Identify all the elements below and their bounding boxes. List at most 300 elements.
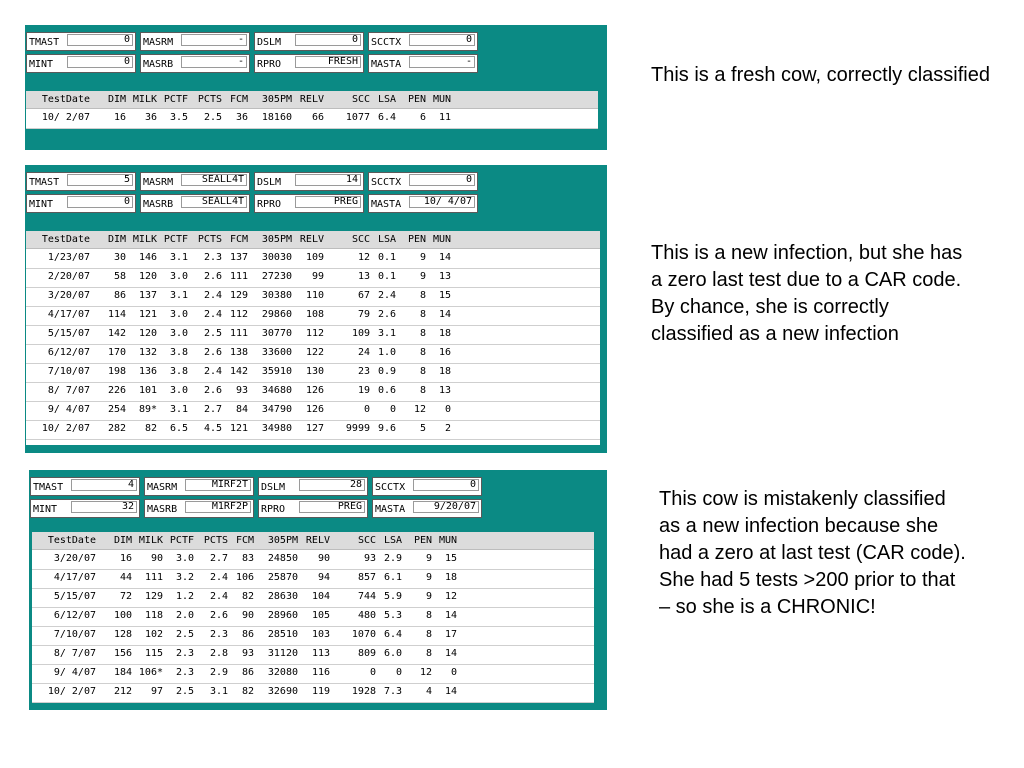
column-header: PCTF [163, 94, 188, 105]
field-label: MINT [29, 59, 54, 70]
table-cell: 102 [144, 629, 163, 640]
cow-record-panel-3 [29, 470, 607, 710]
table-cell: 11 [438, 112, 451, 123]
table-header [26, 91, 598, 109]
field-label: SCCTX [375, 482, 406, 493]
table-cell: 103 [311, 629, 330, 640]
field-masrb [140, 54, 250, 73]
field-value[interactable]: 32 [71, 501, 137, 513]
field-value[interactable]: 0 [409, 174, 475, 186]
table-cell: 0 [369, 667, 376, 678]
field-tmast [26, 172, 136, 191]
column-header: MUN [438, 535, 457, 546]
table-cell: 86 [241, 629, 254, 640]
table-cell: 6/12/07 [47, 347, 90, 358]
table-cell: 3.5 [169, 112, 188, 123]
table-cell: 82 [241, 686, 254, 697]
field-masta [368, 194, 478, 213]
table-cell: 2/20/07 [47, 271, 90, 282]
field-label: TMAST [29, 177, 60, 188]
table-cell: 2.8 [209, 648, 228, 659]
field-mint [26, 194, 136, 213]
table-cell: 23 [357, 366, 370, 377]
table-cell: 90 [241, 610, 254, 621]
table-cell: 132 [138, 347, 157, 358]
table-cell: 101 [138, 385, 157, 396]
table-cell: 93 [241, 648, 254, 659]
table-cell: 94 [317, 572, 330, 583]
table-cell: 5.3 [383, 610, 402, 621]
table-row[interactable] [26, 268, 600, 288]
table-cell: 9 [425, 572, 432, 583]
table-cell: 13 [357, 271, 370, 282]
field-value[interactable]: 9/20/07 [413, 501, 479, 513]
field-rpro [254, 54, 364, 73]
field-label: RPRO [261, 504, 286, 515]
table-cell: 120 [138, 328, 157, 339]
table-cell: 99 [311, 271, 324, 282]
table-cell: 184 [113, 667, 132, 678]
table-cell: 93 [363, 553, 376, 564]
field-value[interactable]: MIRF2T [185, 479, 251, 491]
column-header: FCM [229, 234, 248, 245]
table-row[interactable] [32, 664, 594, 684]
table-cell: 32690 [267, 686, 298, 697]
field-label: DSLM [257, 37, 282, 48]
field-masrb [140, 194, 250, 213]
table-cell: 2.5 [175, 629, 194, 640]
table-row[interactable] [32, 607, 594, 627]
table-cell: 112 [305, 328, 324, 339]
field-label: DSLM [261, 482, 286, 493]
table-row[interactable] [26, 382, 600, 402]
table-cell: 8 [425, 629, 432, 640]
table-cell: 16 [438, 347, 451, 358]
table-cell: 12 [444, 591, 457, 602]
table-row[interactable] [26, 109, 598, 129]
table-cell: 156 [113, 648, 132, 659]
table-cell: 2.6 [377, 309, 396, 320]
field-scctx [368, 172, 478, 191]
table-cell: 1077 [345, 112, 370, 123]
column-header: MILK [138, 535, 163, 546]
column-header: PCTS [203, 535, 228, 546]
table-cell: 104 [311, 591, 330, 602]
field-label: MINT [33, 504, 58, 515]
table-cell: 28510 [267, 629, 298, 640]
table-cell: 36 [235, 112, 248, 123]
table-cell: 3.0 [169, 271, 188, 282]
field-dslm [254, 172, 364, 191]
column-header: DIM [113, 535, 132, 546]
table-cell: 2.6 [203, 271, 222, 282]
field-label: MASRM [143, 37, 174, 48]
field-label: MASTA [371, 199, 402, 210]
table-cell: 86 [113, 290, 126, 301]
table-cell: 3.0 [175, 553, 194, 564]
table-cell: 6.4 [383, 629, 402, 640]
field-label: MINT [29, 199, 54, 210]
field-masrm [144, 477, 254, 496]
table-cell: 10/ 2/07 [41, 423, 90, 434]
table-cell: 2.5 [203, 112, 222, 123]
field-value[interactable]: 28 [299, 479, 365, 491]
table-row[interactable] [32, 645, 594, 665]
cow-record-panel-1 [25, 25, 607, 150]
table-cell: 1928 [351, 686, 376, 697]
table-cell: 14 [444, 686, 457, 697]
table-cell: 3.0 [169, 385, 188, 396]
table-cell: 138 [229, 347, 248, 358]
table-cell: 5.9 [383, 591, 402, 602]
table-cell: 0 [395, 667, 402, 678]
table-cell: 6.5 [169, 423, 188, 434]
table-cell: 3.2 [175, 572, 194, 583]
field-tmast [30, 477, 140, 496]
table-cell: 30030 [261, 252, 292, 263]
table-cell: 67 [357, 290, 370, 301]
field-mint [30, 499, 140, 518]
table-cell: 9.6 [377, 423, 396, 434]
table-cell: 30380 [261, 290, 292, 301]
table-cell: 2.6 [209, 610, 228, 621]
table-cell: 119 [311, 686, 330, 697]
column-header: SCC [351, 234, 370, 245]
table-cell: 30 [113, 252, 126, 263]
table-cell: 0 [389, 404, 396, 415]
table-cell: 1.2 [175, 591, 194, 602]
table-cell: 1070 [351, 629, 376, 640]
table-cell: 12 [413, 404, 426, 415]
table-cell: 3.1 [209, 686, 228, 697]
table-cell: 9 [419, 271, 426, 282]
table-cell: 14 [438, 252, 451, 263]
table-cell: 106* [138, 667, 163, 678]
table-cell: 8 [419, 366, 426, 377]
table-cell: 2.3 [209, 629, 228, 640]
table-cell: 136 [138, 366, 157, 377]
field-mint [26, 54, 136, 73]
column-header: RELV [299, 94, 324, 105]
table-cell: 8/ 7/07 [53, 648, 96, 659]
table-cell: 2.4 [377, 290, 396, 301]
table-cell: 110 [305, 290, 324, 301]
table-cell: 9 [419, 252, 426, 263]
field-value[interactable]: SEALL4T [181, 196, 247, 208]
table-cell: 44 [119, 572, 132, 583]
column-header: LSA [377, 234, 396, 245]
table-cell: 32080 [267, 667, 298, 678]
table-cell: 2.0 [175, 610, 194, 621]
field-value[interactable]: - [181, 56, 247, 68]
column-header: LSA [377, 94, 396, 105]
table-cell: 10/ 2/07 [47, 686, 96, 697]
column-header: TestDate [41, 234, 90, 245]
table-cell: 9/ 4/07 [53, 667, 96, 678]
table-cell: 3.8 [169, 366, 188, 377]
table-cell: 6 [419, 112, 426, 123]
table-cell: 121 [229, 423, 248, 434]
table-cell: 857 [357, 572, 376, 583]
table-cell: 226 [107, 385, 126, 396]
table-cell: 109 [351, 328, 370, 339]
table-cell: 2.4 [203, 309, 222, 320]
field-value[interactable]: - [181, 34, 247, 46]
field-value[interactable]: 10/ 4/07 [409, 196, 475, 208]
table-cell: 128 [113, 629, 132, 640]
table-cell: 15 [444, 553, 457, 564]
table-cell: 3.1 [169, 404, 188, 415]
table-row[interactable] [32, 588, 594, 608]
table-cell: 122 [305, 347, 324, 358]
table-cell: 7/10/07 [47, 366, 90, 377]
table-cell: 93 [235, 385, 248, 396]
column-header: PCTF [169, 535, 194, 546]
field-value[interactable]: 5 [67, 174, 133, 186]
table-cell: 2.4 [209, 572, 228, 583]
table-cell: 142 [107, 328, 126, 339]
table-cell: 0.1 [377, 271, 396, 282]
field-value[interactable]: PREG [295, 196, 361, 208]
table-cell: 111 [229, 271, 248, 282]
field-value[interactable]: 4 [71, 479, 137, 491]
table-cell: 30770 [261, 328, 292, 339]
table-cell: 120 [138, 271, 157, 282]
test-history-table [26, 231, 600, 445]
field-masta [372, 499, 482, 518]
table-row[interactable] [26, 401, 600, 421]
table-cell: 35910 [261, 366, 292, 377]
field-value[interactable]: 0 [413, 479, 479, 491]
table-cell: 34680 [261, 385, 292, 396]
field-label: MASRB [143, 59, 174, 70]
table-cell: 4/17/07 [53, 572, 96, 583]
table-cell: 24850 [267, 553, 298, 564]
table-cell: 29860 [261, 309, 292, 320]
column-header: MUN [432, 234, 451, 245]
table-cell: 105 [311, 610, 330, 621]
field-masrm [140, 172, 250, 191]
table-row[interactable] [32, 569, 594, 589]
table-cell: 12 [357, 252, 370, 263]
table-cell: 79 [357, 309, 370, 320]
table-row[interactable] [26, 306, 600, 326]
table-cell: 36 [144, 112, 157, 123]
table-cell: 254 [107, 404, 126, 415]
table-cell: 114 [107, 309, 126, 320]
table-cell: 744 [357, 591, 376, 602]
table-cell: 8 [419, 309, 426, 320]
table-cell: 2.9 [383, 553, 402, 564]
table-row[interactable] [32, 550, 594, 570]
table-cell: 2.4 [203, 290, 222, 301]
table-cell: 82 [241, 591, 254, 602]
field-value[interactable]: FRESH [295, 56, 361, 68]
table-cell: 126 [305, 385, 324, 396]
table-cell: 3.1 [169, 290, 188, 301]
column-header: SCC [357, 535, 376, 546]
table-row[interactable] [26, 249, 600, 269]
field-label: MASRM [143, 177, 174, 188]
table-cell: 18 [444, 572, 457, 583]
field-dslm [258, 477, 368, 496]
field-rpro [254, 194, 364, 213]
column-header: PCTF [163, 234, 188, 245]
test-history-table [32, 532, 594, 702]
table-cell: 9 [425, 591, 432, 602]
table-cell: 146 [138, 252, 157, 263]
column-header: RELV [299, 234, 324, 245]
table-cell: 13 [438, 271, 451, 282]
column-header: TestDate [41, 94, 90, 105]
table-cell: 0.1 [377, 252, 396, 263]
table-cell: 5/15/07 [53, 591, 96, 602]
table-cell: 3/20/07 [53, 553, 96, 564]
table-cell: 2 [444, 423, 451, 434]
table-cell: 480 [357, 610, 376, 621]
table-cell: 17 [444, 629, 457, 640]
table-cell: 9/ 4/07 [47, 404, 90, 415]
table-cell: 8 [419, 385, 426, 396]
field-value[interactable]: SEALL4T [181, 174, 247, 186]
table-cell: 129 [144, 591, 163, 602]
table-cell: 16 [119, 553, 132, 564]
field-value[interactable]: 14 [295, 174, 361, 186]
table-row[interactable] [32, 626, 594, 646]
table-cell: 13 [438, 385, 451, 396]
note-1: This is a fresh cow, correctly classified [651, 64, 990, 86]
table-cell: 3/20/07 [47, 290, 90, 301]
table-cell: 90 [317, 553, 330, 564]
column-header: 305PM [267, 535, 298, 546]
table-cell: 14 [444, 610, 457, 621]
table-cell: 12 [419, 667, 432, 678]
table-header [26, 231, 600, 249]
field-value[interactable]: 0 [67, 56, 133, 68]
note-3: This cow is mistakenly classified as a new infection because she had a zero at last test (CAR code). She had 5 tests >200 prior to that – so she is a CHRONIC! [659, 488, 966, 618]
table-cell: 113 [311, 648, 330, 659]
field-label: SCCTX [371, 177, 402, 188]
table-cell: 106 [235, 572, 254, 583]
column-header: FCM [235, 535, 254, 546]
table-cell: 2.3 [175, 648, 194, 659]
table-row[interactable] [26, 420, 600, 440]
table-cell: 82 [144, 423, 157, 434]
table-cell: 6.4 [377, 112, 396, 123]
field-label: MASTA [371, 59, 402, 70]
table-row[interactable] [26, 363, 600, 383]
table-cell: 18 [438, 328, 451, 339]
table-cell: 212 [113, 686, 132, 697]
table-cell: 137 [138, 290, 157, 301]
table-cell: 9999 [345, 423, 370, 434]
table-cell: 18 [438, 366, 451, 377]
table-cell: 84 [235, 404, 248, 415]
field-scctx [372, 477, 482, 496]
field-value[interactable]: 0 [67, 34, 133, 46]
field-value[interactable]: PREG [299, 501, 365, 513]
table-cell: 97 [150, 686, 163, 697]
table-cell: 109 [305, 252, 324, 263]
table-row[interactable] [26, 344, 600, 364]
column-header: PEN [407, 94, 426, 105]
table-cell: 142 [229, 366, 248, 377]
field-label: DSLM [257, 177, 282, 188]
field-value[interactable]: 0 [295, 34, 361, 46]
field-value[interactable]: M1RF2P [185, 501, 251, 513]
table-cell: 66 [311, 112, 324, 123]
column-header: MILK [132, 234, 157, 245]
table-cell: 0.6 [377, 385, 396, 396]
table-cell: 14 [444, 648, 457, 659]
table-cell: 16 [113, 112, 126, 123]
table-cell: 9 [425, 553, 432, 564]
column-header: 305PM [261, 94, 292, 105]
table-cell: 282 [107, 423, 126, 434]
table-cell: 90 [150, 553, 163, 564]
table-cell: 2.9 [209, 667, 228, 678]
table-cell: 31120 [267, 648, 298, 659]
table-cell: 8/ 7/07 [47, 385, 90, 396]
table-cell: 121 [138, 309, 157, 320]
table-row[interactable] [26, 287, 600, 307]
table-cell: 7.3 [383, 686, 402, 697]
table-cell: 2.3 [175, 667, 194, 678]
table-cell: 2.4 [209, 591, 228, 602]
column-header: DIM [107, 234, 126, 245]
table-cell: 3.1 [169, 252, 188, 263]
field-label: MASRB [143, 199, 174, 210]
table-cell: 28960 [267, 610, 298, 621]
field-tmast [26, 32, 136, 51]
table-cell: 129 [229, 290, 248, 301]
table-cell: 108 [305, 309, 324, 320]
table-cell: 34980 [261, 423, 292, 434]
table-row[interactable] [26, 325, 600, 345]
table-cell: 4 [425, 686, 432, 697]
field-value[interactable]: - [409, 56, 475, 68]
table-cell: 2.3 [203, 252, 222, 263]
table-cell: 86 [241, 667, 254, 678]
field-value[interactable]: 0 [409, 34, 475, 46]
table-cell: 0 [450, 667, 457, 678]
table-cell: 0 [444, 404, 451, 415]
table-cell: 2.5 [203, 328, 222, 339]
table-cell: 2.5 [175, 686, 194, 697]
table-cell: 18160 [261, 112, 292, 123]
table-cell: 127 [305, 423, 324, 434]
table-row[interactable] [32, 683, 594, 703]
column-header: RELV [305, 535, 330, 546]
field-label: MASRM [147, 482, 178, 493]
table-cell: 10/ 2/07 [41, 112, 90, 123]
table-cell: 14 [438, 309, 451, 320]
table-cell: 0 [363, 404, 370, 415]
column-header: LSA [383, 535, 402, 546]
table-cell: 34790 [261, 404, 292, 415]
table-cell: 25870 [267, 572, 298, 583]
field-value[interactable]: 0 [67, 196, 133, 208]
field-masta [368, 54, 478, 73]
table-cell: 6.1 [383, 572, 402, 583]
table-cell: 111 [144, 572, 163, 583]
table-cell: 4/17/07 [47, 309, 90, 320]
field-dslm [254, 32, 364, 51]
field-label: TMAST [29, 37, 60, 48]
column-header: MUN [432, 94, 451, 105]
table-cell: 5/15/07 [47, 328, 90, 339]
table-cell: 15 [438, 290, 451, 301]
